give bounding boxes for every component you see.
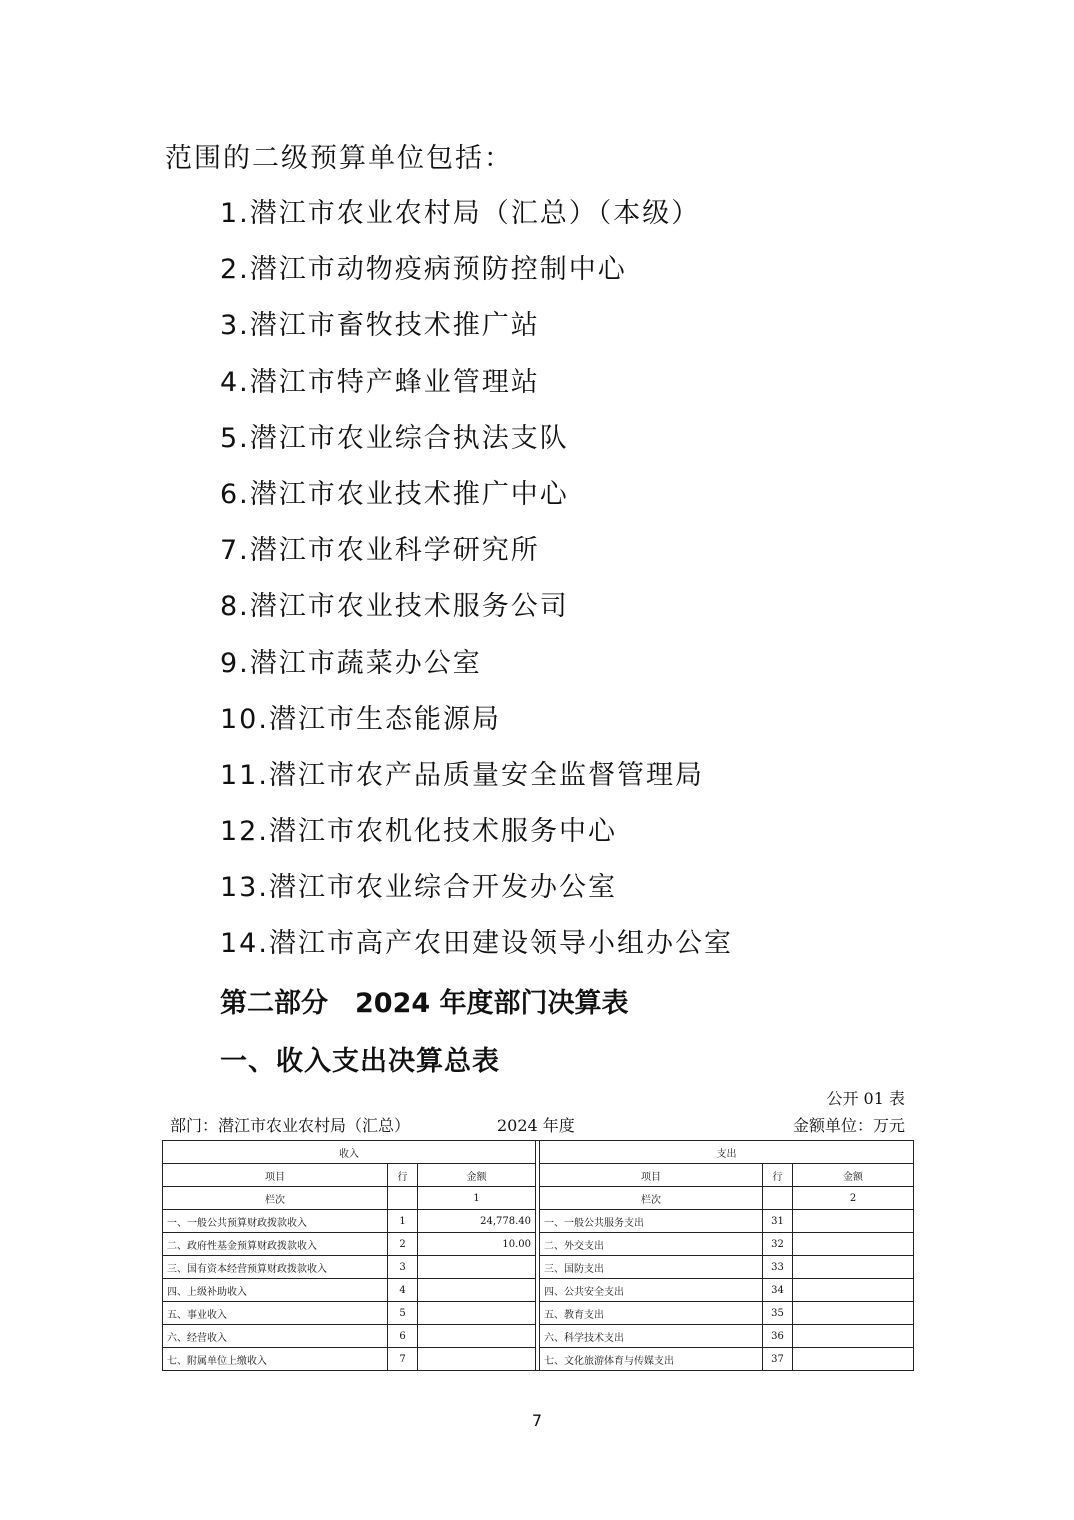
table-row <box>163 1256 914 1279</box>
expense-amount <box>793 1325 914 1348</box>
income-amount: 24,778.40 <box>418 1210 536 1233</box>
income-amount: 10.00 <box>418 1233 536 1256</box>
list-item: 7.潜江市农业科学研究所 <box>220 535 540 567</box>
income-item: 五、事业收入 <box>163 1302 388 1325</box>
expense-item: 一、一般公共服务支出 <box>540 1210 763 1233</box>
table-column-header-row <box>163 1164 914 1187</box>
expense-line: 33 <box>763 1256 793 1279</box>
list-item: 1.潜江市农业农村局（汇总）（本级） <box>220 198 701 229</box>
unit-list <box>220 194 733 981</box>
expense-item: 四、公共安全支出 <box>540 1279 763 1302</box>
list-item: 9.潜江市蔬菜办公室 <box>220 647 482 679</box>
expense-line: 37 <box>763 1348 793 1371</box>
expense-amount <box>793 1302 914 1325</box>
table-row <box>163 1233 914 1256</box>
page-number: 7 <box>531 1411 543 1430</box>
expense-column-number: 2 <box>793 1187 914 1210</box>
table-row <box>163 1325 914 1348</box>
income-column-number: 1 <box>418 1187 536 1210</box>
income-line: 5 <box>388 1302 418 1325</box>
income-line-header: 行 <box>388 1164 418 1187</box>
list-item: 5.潜江市农业综合执法支队 <box>220 422 569 454</box>
income-line: 6 <box>388 1325 418 1348</box>
expense-item: 五、教育支出 <box>540 1302 763 1325</box>
list-item: 6.潜江市农业技术推广中心 <box>220 478 569 510</box>
list-item: 4.潜江市特产蜂业管理站 <box>220 366 540 398</box>
expense-amount <box>793 1256 914 1279</box>
expense-amount <box>793 1210 914 1233</box>
list-item: 8.潜江市农业技术服务公司 <box>220 591 569 623</box>
table-row <box>163 1210 914 1233</box>
income-amount-header: 金额 <box>418 1164 536 1187</box>
table-column-number-row <box>163 1187 914 1210</box>
expense-item: 七、文化旅游体育与传媒支出 <box>540 1348 763 1371</box>
expense-amount <box>793 1233 914 1256</box>
expense-line-header: 行 <box>763 1164 793 1187</box>
income-item: 四、上级补助收入 <box>163 1279 388 1302</box>
list-item: 3.潜江市畜牧技术推广站 <box>220 310 540 342</box>
income-line: 3 <box>388 1256 418 1279</box>
table-number: 公开 01 表 <box>826 1089 905 1108</box>
income-line: 7 <box>388 1348 418 1371</box>
income-line: 2 <box>388 1233 418 1256</box>
section-title: 一、收入支出决算总表 <box>220 1046 500 1077</box>
income-item: 二、政府性基金预算财政拨款收入 <box>163 1233 388 1256</box>
income-amount <box>418 1348 536 1371</box>
income-amount <box>418 1256 536 1279</box>
list-item: 14.潜江市高产农田建设领导小组办公室 <box>220 928 733 960</box>
expense-amount-header: 金额 <box>793 1164 914 1187</box>
list-item: 10.潜江市生态能源局 <box>220 703 501 735</box>
income-line: 4 <box>388 1279 418 1302</box>
table-header-row <box>163 1141 914 1164</box>
expense-line: 34 <box>763 1279 793 1302</box>
expense-line: 35 <box>763 1302 793 1325</box>
expense-item: 二、外交支出 <box>540 1233 763 1256</box>
income-amount <box>418 1279 536 1302</box>
table-row <box>163 1279 914 1302</box>
expense-item-header: 项目 <box>540 1164 763 1187</box>
income-item-header: 项目 <box>163 1164 388 1187</box>
expense-line: 31 <box>763 1210 793 1233</box>
expense-header: 支出 <box>540 1141 914 1164</box>
income-column-label: 栏次 <box>163 1187 388 1210</box>
expense-column-label: 栏次 <box>540 1187 763 1210</box>
expense-amount <box>793 1279 914 1302</box>
income-item: 六、经营收入 <box>163 1325 388 1348</box>
year-label: 2024 年度 <box>497 1116 575 1135</box>
table-row <box>163 1302 914 1325</box>
table-row <box>163 1348 914 1371</box>
expense-item: 三、国防支出 <box>540 1256 763 1279</box>
part-title: 第二部分 2024 年度部门决算表 <box>220 988 629 1019</box>
expense-item: 六、科学技术支出 <box>540 1325 763 1348</box>
income-amount <box>418 1325 536 1348</box>
intro-text: 范围的二级预算单位包括： <box>165 143 513 174</box>
list-item: 11.潜江市农产品质量安全监督管理局 <box>220 759 704 791</box>
amount-unit-label: 金额单位：万元 <box>792 1116 905 1135</box>
income-item: 七、附属单位上缴收入 <box>163 1348 388 1371</box>
list-item: 13.潜江市农业综合开发办公室 <box>220 872 617 904</box>
expense-line: 36 <box>763 1325 793 1348</box>
department-label: 部门：潜江市农业农村局（汇总） <box>170 1116 411 1135</box>
list-item: 2.潜江市动物疫病预防控制中心 <box>220 254 627 286</box>
expense-line: 32 <box>763 1233 793 1256</box>
income-expense-table <box>162 1140 914 1371</box>
income-item: 三、国有资本经营预算财政拨款收入 <box>163 1256 388 1279</box>
income-item: 一、一般公共预算财政拨款收入 <box>163 1210 388 1233</box>
list-item: 12.潜江市农机化技术服务中心 <box>220 816 617 848</box>
income-header: 收入 <box>163 1141 536 1164</box>
income-line: 1 <box>388 1210 418 1233</box>
income-amount <box>418 1302 536 1325</box>
expense-amount <box>793 1348 914 1371</box>
